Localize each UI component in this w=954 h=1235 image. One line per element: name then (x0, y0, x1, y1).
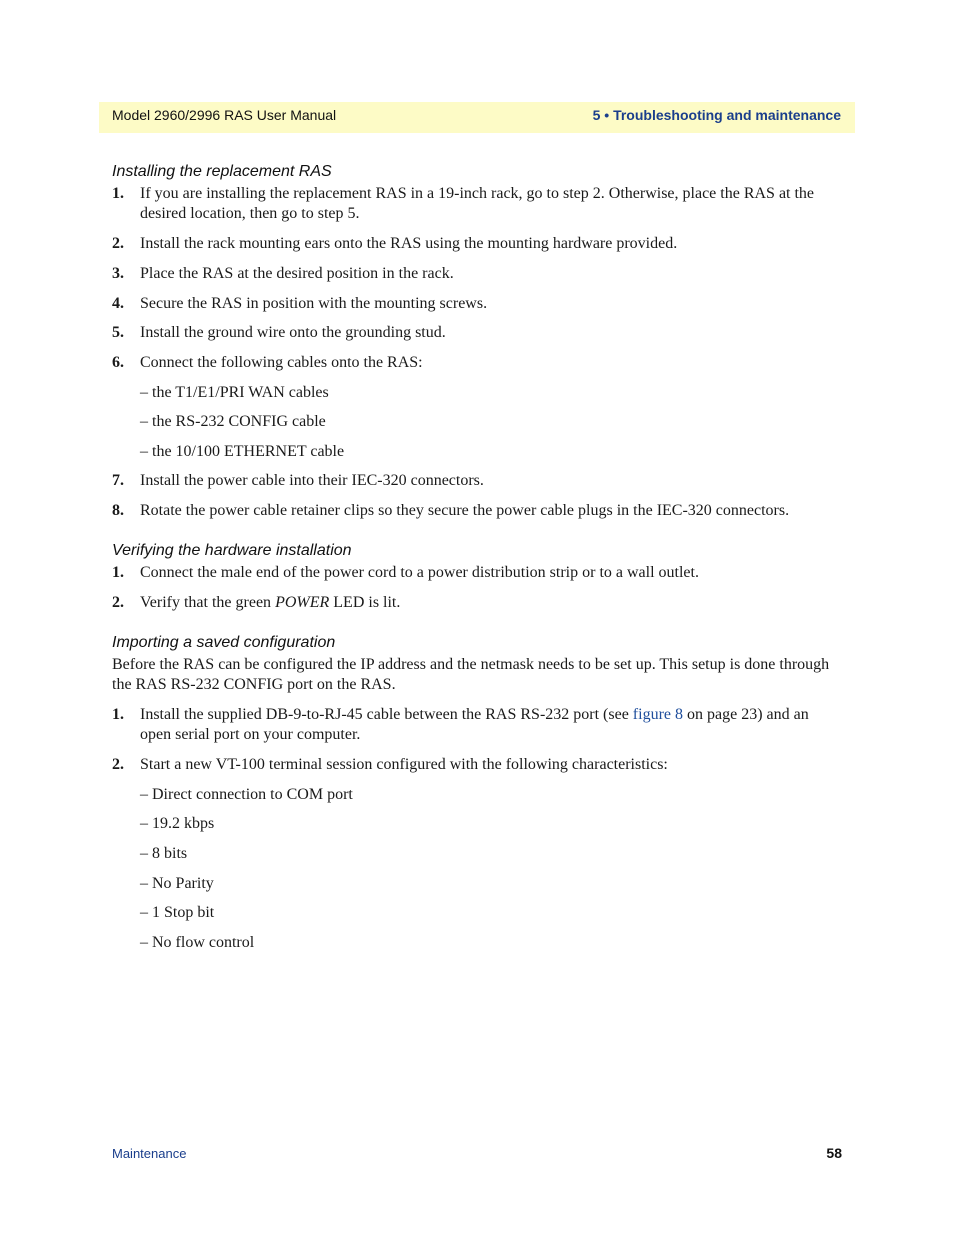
step-number: 1. (112, 564, 124, 581)
step-text-before: Install the supplied DB-9-to-RJ-45 cable between the RAS RS-232 port (see (140, 706, 633, 723)
verify-step (112, 563, 842, 583)
step-text: Install the rack mounting ears onto the RAS using the mounting hardware provided. (140, 235, 678, 252)
step-text-after: on page 23) and an open serial port on your computer. (140, 706, 809, 743)
characteristic-item: – 19.2 kbps (140, 815, 215, 832)
install-step (112, 323, 842, 343)
step-text-after: LED is lit. (329, 594, 401, 611)
section-heading-import: Importing a saved configuration (112, 634, 336, 651)
step-text: Install the power cable into their IEC-320 connectors. (140, 472, 484, 489)
step-text-before: Verify that the green (140, 594, 276, 611)
step-number: 6. (112, 354, 124, 371)
section-heading-install: Installing the replacement RAS (112, 163, 332, 180)
import-intro: Before the RAS can be configured the IP address and the netmask needs to be set up. This setup is done through the RAS RS-232 CONFIG port on the RAS. (112, 656, 830, 693)
characteristic-item: – 1 Stop bit (140, 904, 215, 921)
characteristic-item: – No Parity (140, 875, 214, 892)
chapter-title: 5 • Troubleshooting and maintenance (592, 107, 841, 123)
cable-item: – the T1/E1/PRI WAN cables (140, 384, 329, 401)
characteristic-item: – No flow control (140, 934, 255, 951)
step-number: 7. (112, 472, 124, 489)
step-text: Connect the following cables onto the RAS: (140, 354, 423, 371)
characteristic-item: – 8 bits (140, 845, 188, 862)
step-text: Install the ground wire onto the grounding stud. (140, 324, 446, 341)
step-number: 3. (112, 265, 124, 282)
cable-item: – the RS-232 CONFIG cable (140, 413, 326, 430)
step-text: Rotate the power cable retainer clips so they secure the power cable plugs in the IEC-320 connectors. (140, 502, 790, 519)
import-step (112, 755, 842, 775)
figure-8-link[interactable]: figure 8 (632, 706, 683, 723)
step-number: 1. (112, 706, 124, 723)
page-number: 58 (826, 1145, 842, 1161)
step-text (140, 593, 842, 613)
step-number: 8. (112, 502, 124, 519)
step-number: 1. (112, 185, 124, 202)
step-text (140, 705, 842, 745)
cable-item: – the 10/100 ETHERNET cable (140, 443, 345, 460)
install-step (112, 353, 842, 373)
install-step (112, 471, 842, 491)
step-number: 5. (112, 324, 124, 341)
step-text: Place the RAS at the desired position in the rack. (140, 265, 454, 282)
characteristic-item: – Direct connection to COM port (140, 786, 353, 803)
verify-step (112, 593, 842, 613)
install-step (112, 184, 842, 224)
footer-section-name: Maintenance (112, 1146, 187, 1161)
import-step (112, 705, 842, 745)
step-text: If you are installing the replacement RAS in a 19-inch rack, go to step 2. Otherwise, place the RAS at the desired location, then go to step 5. (140, 185, 815, 222)
install-step (112, 264, 842, 284)
section-heading-verify: Verifying the hardware installation (112, 542, 352, 559)
step-text: Start a new VT-100 terminal session configured with the following characteristics: (140, 756, 668, 773)
install-step (112, 501, 842, 521)
step-number: 2. (112, 235, 124, 252)
step-number: 4. (112, 295, 124, 312)
step-text: Connect the male end of the power cord to a power distribution strip or to a wall outlet. (140, 564, 699, 581)
step-number: 2. (112, 594, 124, 611)
running-header (99, 102, 855, 133)
install-step (112, 234, 842, 254)
step-number: 2. (112, 756, 124, 773)
manual-title: Model 2960/2996 RAS User Manual (112, 107, 337, 123)
power-led-label: POWER (275, 594, 330, 611)
install-step (112, 294, 842, 314)
step-text: Secure the RAS in position with the mounting screws. (140, 295, 488, 312)
